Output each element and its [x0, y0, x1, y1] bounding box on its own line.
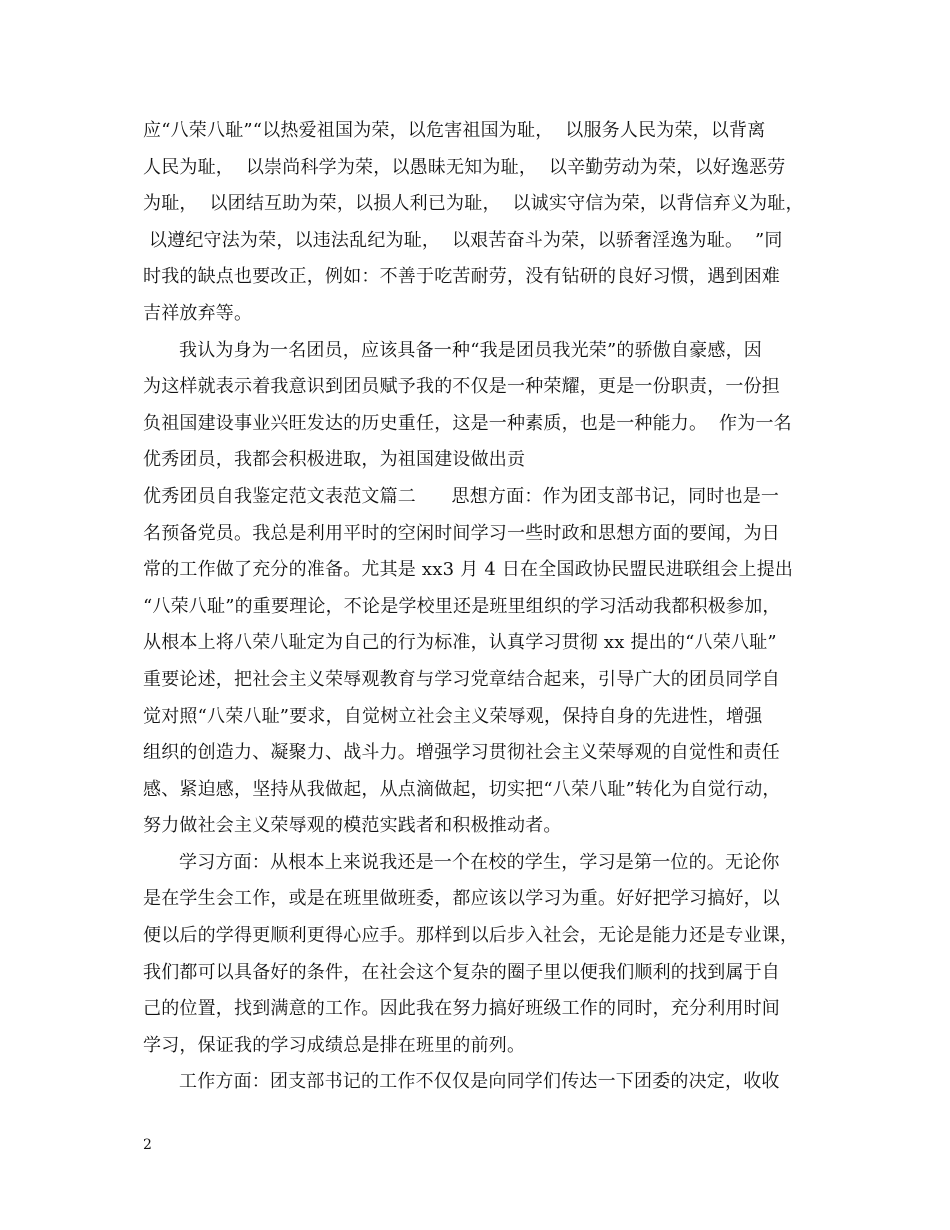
text-line: 便以后的学得更顺利更得心应手。那样到以后步入社会，无论是能力还是专业课， — [143, 925, 799, 947]
text-line: 我们都可以具备好的条件，在社会这个复杂的圈子里以便我们顺利的找到属于自 — [143, 961, 780, 983]
paragraph-p5 — [143, 1064, 813, 1101]
text-line: 学习方面：从根本上来说我还是一个在校的学生，学习是第一位的。无论你 — [179, 851, 780, 873]
text-line: 从根本上将八荣八耻定为自己的行为标准，认真学习贯彻 xx 提出的“八荣八耻” — [143, 632, 777, 654]
text-line: 应“八荣八耻”“以热爱祖国为荣，以危害祖国为耻， 以服务人民为荣，以背离 — [143, 120, 766, 141]
text-line: 重要论述，把社会主义荣辱观教育与学习党章结合起来，引导广大的团员同学自 — [143, 668, 780, 690]
paragraph-p4 — [143, 845, 813, 1065]
text-line: 名预备党员。我总是利用平时的空闲时间学习一些时政和思想方面的要闻，为日 — [143, 522, 780, 544]
paragraph-p2 — [143, 333, 813, 479]
paragraph-p1 — [143, 113, 813, 333]
text-line: 优秀团员，我都会积极进取，为祖国建设做出贡 — [143, 449, 526, 471]
text-line: 觉对照“八荣八耻”要求，自觉树立社会主义荣辱观，保持自身的先进性，增强 — [143, 705, 763, 727]
text-line: 感、紧迫感，坚持从我做起，从点滴做起，切实把“八荣八耻”转化为自觉行动， — [143, 778, 781, 800]
paragraph-p3 — [143, 479, 813, 845]
text-line: 我认为身为一名团员，应该具备一种“我是团员我光荣”的骄傲自豪感，因 — [179, 339, 763, 361]
text-line: 为这样就表示着我意识到团员赋予我的不仅是一种荣耀，更是一份职责，一份担 — [143, 376, 780, 398]
text-line: 吉祥放弃等。 — [143, 302, 253, 324]
text-line: 组织的创造力、凝聚力、战斗力。增强学习贯彻社会主义荣辱观的自觉性和责任 — [143, 742, 780, 764]
text-line: 人民为耻， 以崇尚科学为荣，以愚昧无知为耻， 以辛勤劳动为荣，以好逸恶劳 — [143, 156, 786, 178]
text-line: 学习，保证我的学习成绩总是排在班里的前列。 — [143, 1034, 526, 1056]
text-line: 努力做社会主义荣辱观的模范实践者和积极推动者。 — [143, 815, 562, 837]
text-line: 以遵纪守法为荣，以违法乱纪为耻， 以艰苦奋斗为荣，以骄奢淫逸为耻。 ”同 — [143, 229, 783, 251]
page-number: 2 — [143, 1137, 152, 1153]
text-line: 时我的缺点也要改正，例如：不善于吃苦耐劳，没有钻研的良好习惯，遇到困难 — [143, 266, 780, 288]
text-line: “八荣八耻”的重要理论，不论是学校里还是班里组织的学习活动我都积极参加， — [143, 595, 781, 617]
text-line: 是在学生会工作，或是在班里做班委，都应该以学习为重。好好把学习搞好，以 — [143, 888, 780, 910]
text-line: 己的位置，找到满意的工作。因此我在努力搞好班级工作的同时，充分利用时间 — [143, 998, 780, 1020]
text-line: 优秀团员自我鉴定范文表范文篇二 思想方面：作为团支部书记，同时也是一 — [143, 485, 780, 507]
document-body — [143, 113, 813, 1101]
text-line: 工作方面：团支部书记的工作不仅仅是向同学们传达一下团委的决定，收收 — [179, 1071, 780, 1093]
text-line: 负祖国建设事业兴旺发达的历史重任，这是一种素质，也是一种能力。 作为一名 — [143, 412, 792, 434]
text-line: 常的工作做了充分的准备。尤其是 xx3 月 4 日在全国政协民盟民进联组会上提出 — [143, 559, 794, 581]
text-line: 为耻， 以团结互助为荣，以损人利已为耻， 以诚实守信为荣，以背信弃义为耻， — [143, 193, 804, 215]
